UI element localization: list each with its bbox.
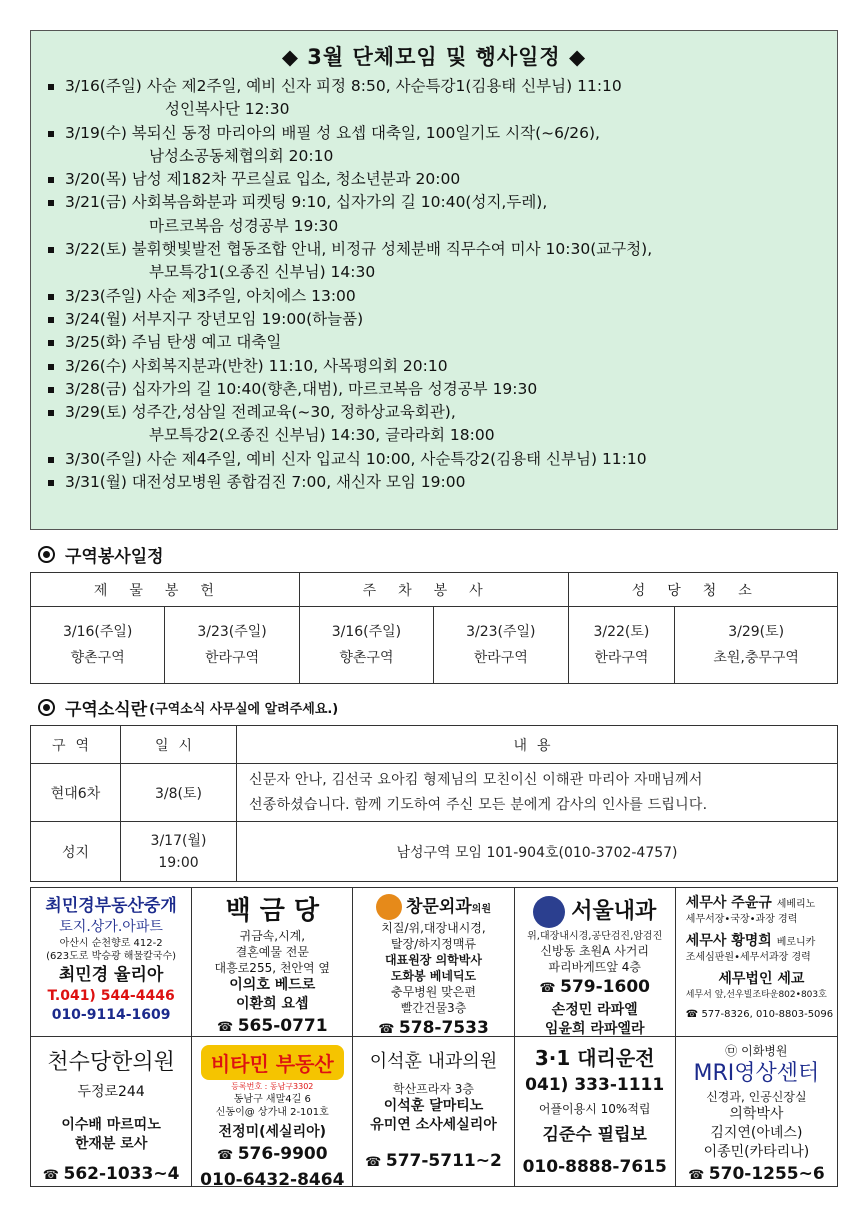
header-parking: 주차봉사 — [299, 573, 568, 607]
table-cell: 3/16(주일) 향촌구역 — [31, 607, 165, 684]
table-cell: 남성구역 모임 101-904호(010-3702-4757) — [237, 822, 838, 882]
phone-icon: ☎ 565-0771 — [217, 1016, 328, 1036]
table-cell: 3/16(주일) 향촌구역 — [299, 607, 433, 684]
phone-icon: ☎ — [378, 1022, 399, 1037]
circle-bullet-icon — [38, 546, 55, 563]
list-item: 3/24(월) 서부지구 장년모임 19:00(하늘품) — [31, 308, 837, 331]
list-item: 3/16(주일) 사순 제2주일, 예비 신자 피정 8:50, 사순특강1(김용태 신부님) 11:10 성인복사단 12:30 — [31, 75, 837, 122]
ad-driver-service: 3·1 대리운전 041) 333-1111 어플이용시 10%적립 김준수 필립보 010-8888-7615 — [515, 1037, 676, 1186]
ad-lee-clinic: 이석훈 내과의원 학산프라자 3층 이석훈 달마티노 유미연 소사세실리아 ☎ 577-5711~2 — [353, 1037, 514, 1186]
schedule-title: ◆ 3월 단체모임 및 행사일정 ◆ — [281, 45, 587, 69]
table-cell: 현대6차 — [31, 764, 121, 822]
clinic-logo-icon — [376, 894, 402, 920]
news-table — [30, 725, 838, 882]
table-cell: 성지 — [31, 822, 121, 882]
list-item: 3/26(수) 사회복지분과(반찬) 11:10, 사목평의회 20:10 — [31, 355, 837, 378]
table-cell: 3/23(주일) 한라구역 — [434, 607, 568, 684]
table-cell: 3/23(주일) 한라구역 — [165, 607, 299, 684]
ad-vitamin-realestate: 비타민 부동산 등록번호 : 동남구3302 동남구 새말4길 6 신동이@ 상가내 2-101호 전정미(세실리아) ☎ 576-9900 010-6432-8464 — [192, 1037, 353, 1186]
list-item: 3/29(토) 성주간,성삼일 전례교육(~30, 정하상교육회관), 부모특강2(오종진 신부님) 14:30, 글라라회 18:00 — [31, 401, 837, 448]
header-date: 일시 — [121, 726, 237, 764]
list-item: 3/30(주일) 사순 제4주일, 예비 신자 입교식 10:00, 사순특강2(김용태 신부님) 11:10 — [31, 448, 837, 471]
header-area: 구역 — [31, 726, 121, 764]
service-table — [30, 572, 838, 684]
header-content: 내용 — [237, 726, 838, 764]
ad-baekgeumdang: 백 금 당 귀금속,시계, 결혼예물 전문 대흥로255, 천안역 옆 이의호 베드로 이환희 요셉 ☎ 565-0771 — [192, 888, 353, 1037]
ad-changmun-surgery: 창문외과의원 치질/위,대장내시경, 탈장/하지정맥류 대표원장 의학박사 도화봉 베네딕도 충무병원 맞은편 빨간건물3층 ☎ 578-7533 — [353, 888, 514, 1037]
ad-seoul-clinic: 서울내과 위,대장내시경,공단검진,암검진 신방동 초원A 사거리 파리바게뜨앞 4층 ☎ 579-1600 손정민 라파엘 임윤희 라파엘라 — [515, 888, 676, 1037]
schedule-list — [31, 75, 837, 494]
table-cell: 3/17(월) 19:00 — [121, 822, 237, 882]
hospital-logo-icon: ㉤ — [725, 1044, 742, 1058]
list-item: 3/28(금) 십자가의 길 10:40(향촌,대범), 마르코복음 성경공부 19:30 — [31, 378, 837, 401]
list-item: 3/20(목) 남성 제182차 꾸르실료 입소, 청소년분과 20:00 — [31, 168, 837, 191]
phone-icon: ☎ — [688, 1168, 709, 1183]
table-cell: 신문자 안나, 김선국 요아킴 형제님의 모친이신 이해관 마리아 자매님께서 선종하셨습니다. 함께 기도하여 주신 모든 분에게 감사의 인사를 드립니다. — [237, 764, 838, 822]
phone-icon: ☎ — [365, 1155, 386, 1170]
list-item: 3/25(화) 주님 탄생 예고 대축일 — [31, 331, 837, 354]
header-cleaning: 성당청소 — [568, 573, 838, 607]
circle-bullet-icon — [38, 699, 55, 716]
list-item: 3/31(월) 대전성모병원 종합검진 7:00, 새신자 모임 19:00 — [31, 471, 837, 494]
table-cell: 3/8(토) — [121, 764, 237, 822]
news-heading: 구역소식란 (구역소식 사무실에 알려주세요.) — [38, 695, 338, 720]
phone-icon: ☎ — [217, 1148, 238, 1163]
ad-mri-center: ㉤ 이화병원 MRI영상센터 신경과, 인공신장실 의학박사 김지연(아녜스) 이종민(카타리나) ☎ 570-1255~6 — [688, 1044, 825, 1184]
phone-icon: ☎ — [539, 981, 561, 996]
seoul-univ-seal-icon — [533, 896, 565, 928]
table-cell: 3/29(토) 초원,충무구역 — [675, 607, 838, 684]
ads-grid — [30, 887, 838, 1187]
service-heading: 구역봉사일정 — [38, 542, 164, 567]
phone-icon: ☎ — [42, 1168, 64, 1183]
list-item: 3/23(주일) 사순 제3주일, 아치에스 13:00 — [31, 285, 837, 308]
ad-cheonsudang: 천수당한의원 두정로244 이수배 마르띠노 한재분 로사 ☎ 562-1033~4 — [31, 1037, 192, 1186]
phone-icon: ☎ — [685, 1009, 702, 1020]
list-item: 3/22(토) 불휘햇빛발전 협동조합 안내, 비정규 성체분배 직무수여 미사 10:30(교구청), 부모특강1(오종진 신부님) 14:30 — [31, 238, 837, 285]
ad-realestate-choi: 최민경부동산중개 토지.상가.아파트 아산시 순천향로 412-2 (623도로 박승광 해물칼국수) 최민경 율리아 T.041) 544-4446 010-9114-1609 — [31, 888, 192, 1037]
ad-tax-office: 세무사 주윤규 세베리노 세무서장•국장•과장 경력 세무사 황명희 베로니카 조세심판원•세무서과장 경력 세무법인 세교 세무서 앞,선우빌조타운802•803호 ☎ 577-8326, 010-8803-5096 — [676, 888, 837, 1037]
header-offering: 제물봉헌 — [31, 573, 300, 607]
list-item: 3/19(수) 복되신 동정 마리아의 배필 성 요셉 대축일, 100일기도 시작(~6/26), 남성소공동체협의회 20:10 — [31, 122, 837, 169]
table-cell: 3/22(토) 한라구역 — [568, 607, 675, 684]
event-schedule-box — [30, 30, 838, 530]
list-item: 3/21(금) 사회복음화분과 피켓팅 9:10, 십자가의 길 10:40(성지,두레), 마르코복음 성경공부 19:30 — [31, 191, 837, 238]
